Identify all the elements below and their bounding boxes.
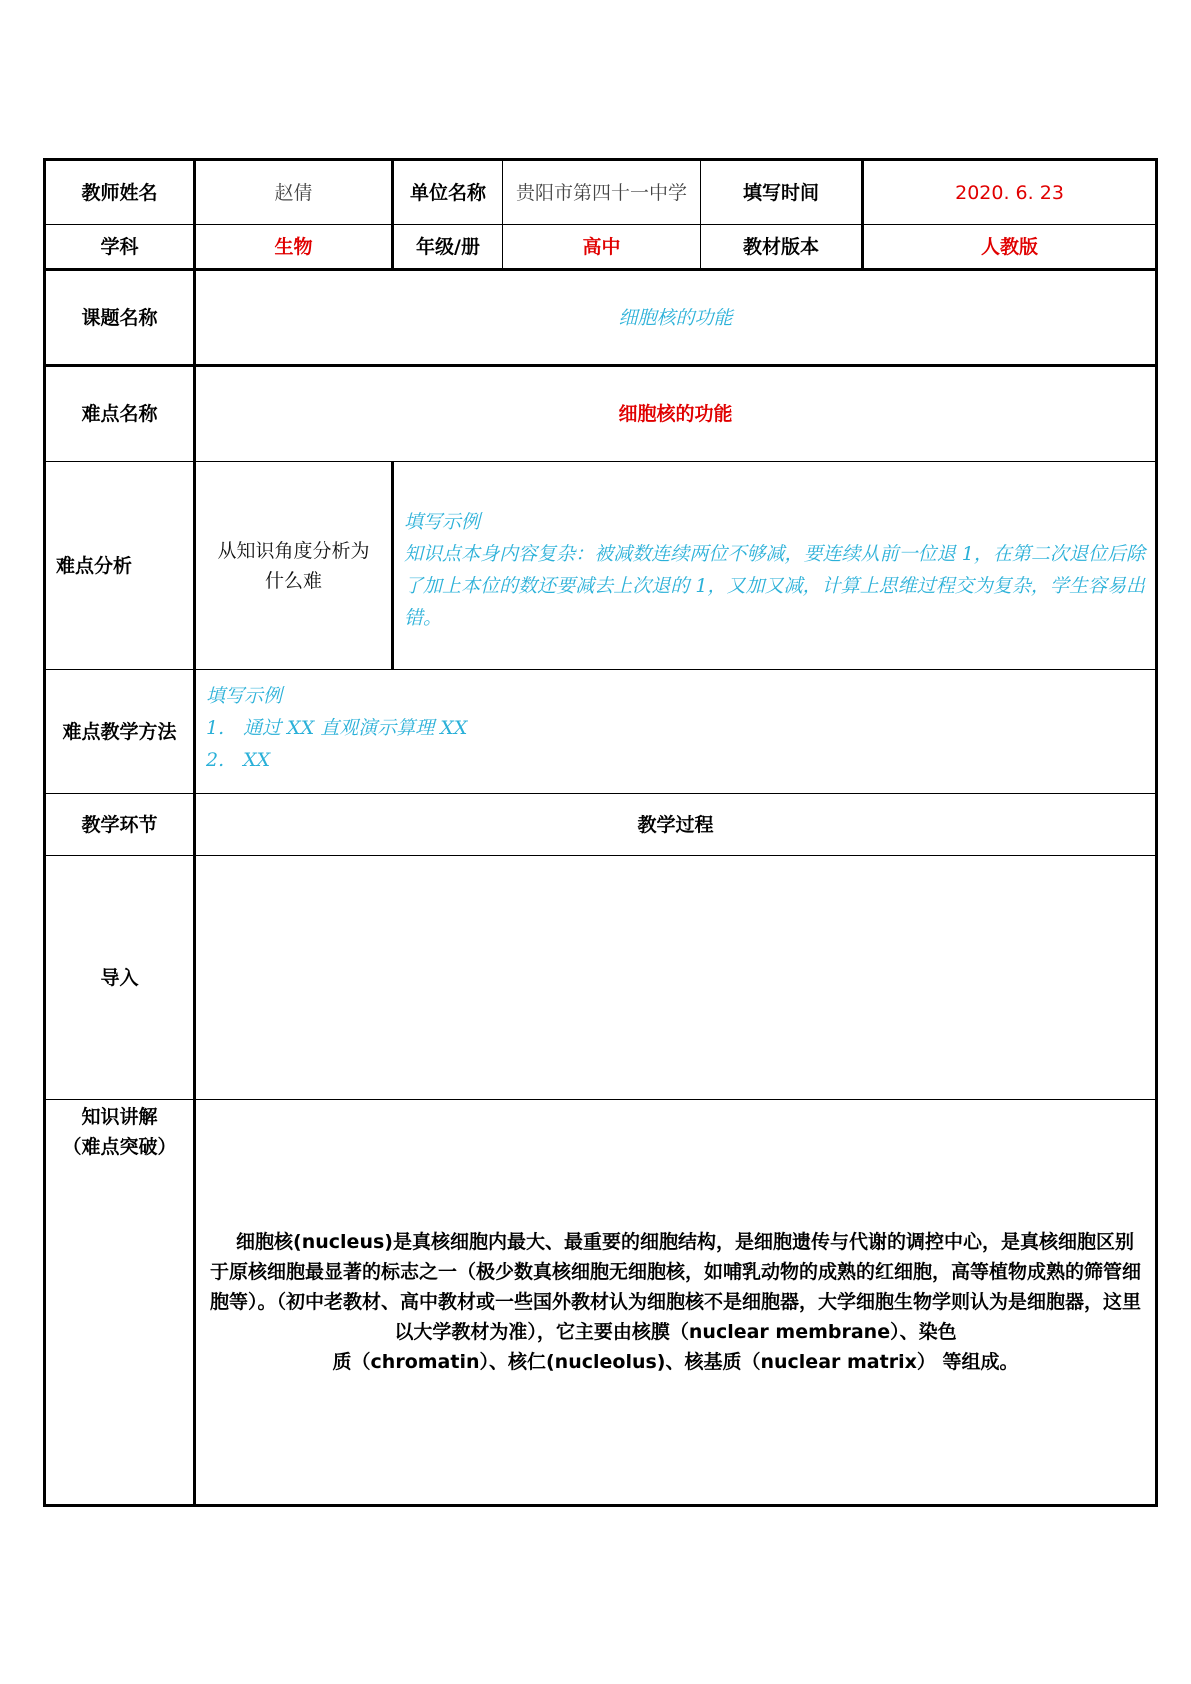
knowledge-content xyxy=(195,1100,1157,1506)
process-label: 教学过程 xyxy=(195,794,1157,856)
subject-value: 生物 xyxy=(195,225,393,270)
stage-label: 教学环节 xyxy=(45,794,195,856)
unit-value: 贵阳市第四十一中学 xyxy=(503,160,701,225)
difficulty-label: 难点名称 xyxy=(45,366,195,462)
analysis-label: 难点分析 xyxy=(45,462,195,670)
knowledge-text-main: 细胞核(nucleus)是真核细胞内最大、最重要的细胞结构，是细胞遗传与代谢的调控中心，是真核细胞区别于原核细胞最显著的标志之一（极少数真核细胞无细胞核，如哺乳动物的成熟的红细胞，高等植物成熟的筛管细胞等）。（初中老教材、高中教材或一些国外教材认为细胞核不是细胞器，大学细胞生物学则认为是细胞器，这里以大学教材为准），它主要由核膜（nuclear membrane）、染色 xyxy=(210,1231,1142,1343)
date-label: 填写时间 xyxy=(701,160,863,225)
knowledge-label xyxy=(45,1100,195,1506)
method-label: 难点教学方法 xyxy=(45,670,195,794)
teacher-value: 赵倩 xyxy=(195,160,393,225)
edition-value: 人教版 xyxy=(863,225,1157,270)
method-item: 1. 通过 XX 直观演示算理 XX xyxy=(206,717,468,739)
grade-value: 高中 xyxy=(503,225,701,270)
teacher-label: 教师姓名 xyxy=(45,160,195,225)
lesson-plan-table xyxy=(43,158,1158,1507)
subject-label: 学科 xyxy=(45,225,195,270)
date-value: 2020. 6. 23 xyxy=(863,160,1157,225)
intro-label: 导入 xyxy=(45,856,195,1100)
knowledge-text-last: 质（chromatin）、核仁(nucleolus)、核基质（nuclear matrix） 等组成。 xyxy=(332,1351,1019,1373)
analysis-example-title: 填写示例 xyxy=(404,511,481,533)
method-example-title: 填写示例 xyxy=(206,685,283,707)
grade-label: 年级/册 xyxy=(393,225,503,270)
analysis-example-text: 知识点本身内容复杂：被减数连续两位不够减，要连续从前一位退 1，在第二次退位后除了加上本位的数还要减去上次退的 1，又加又减，计算上思维过程交为复杂，学生容易出错。 xyxy=(404,543,1146,629)
difficulty-value: 细胞核的功能 xyxy=(195,366,1157,462)
method-item: 2. XX xyxy=(206,749,271,771)
knowledge-label-line1: 知识讲解 xyxy=(81,1106,158,1128)
edition-label: 教材版本 xyxy=(701,225,863,270)
knowledge-label-line2: （难点突破） xyxy=(62,1136,177,1158)
analysis-angle: 从知识角度分析为什么难 xyxy=(195,462,393,670)
analysis-example xyxy=(393,462,1157,670)
topic-value: 细胞核的功能 xyxy=(195,270,1157,366)
method-example xyxy=(195,670,1157,794)
intro-content xyxy=(195,856,1157,1100)
topic-label: 课题名称 xyxy=(45,270,195,366)
unit-label: 单位名称 xyxy=(393,160,503,225)
